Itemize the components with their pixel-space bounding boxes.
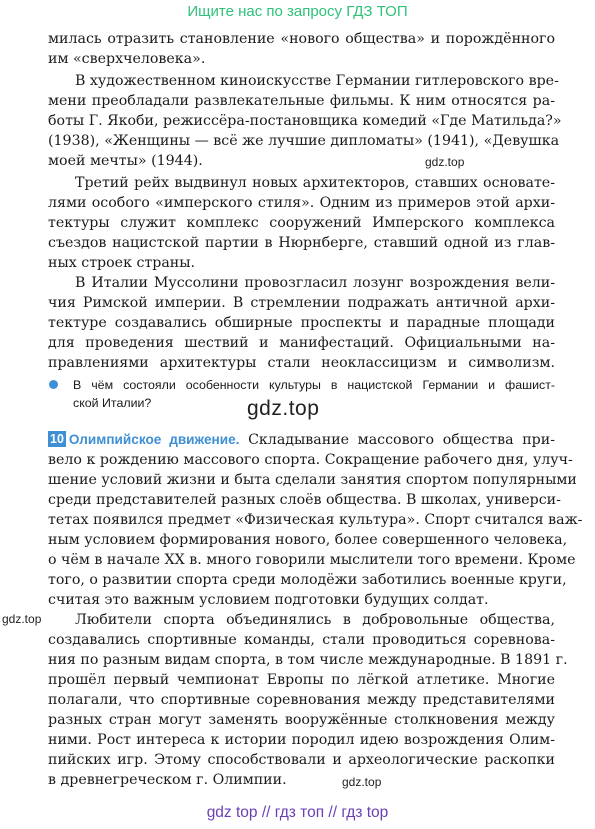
text-line: В Италии Муссолини провозгласил лозунг возрождения вели- bbox=[75, 275, 555, 291]
text-line: правлениями архитектуры стали неоклассицизм и символизм. bbox=[48, 355, 555, 371]
text-line: ния по разным видам спорта, в том числе международные. В 1891 г. bbox=[48, 652, 568, 668]
section-number: 10 bbox=[50, 432, 64, 446]
text-line: боты Г. Якоби, режиссёра-постановщика комедий «Где Матильда?» bbox=[48, 113, 562, 129]
text-line: пийских игр. Этому способствовали и археологические раскопки bbox=[48, 752, 555, 768]
text-line: вело к рождению массового спорта. Сокращение рабочего дня, улуч- bbox=[48, 452, 573, 468]
text-line: считая это важным условием подготовки будущих солдат. bbox=[48, 592, 489, 608]
text-line: мени преобладали развлекательные фильмы. К ним относятся ра- bbox=[48, 93, 555, 109]
question-text: ской Италии? bbox=[73, 396, 152, 410]
text-line: чия Римской империи. В стремлении подражать античной архи- bbox=[48, 295, 555, 311]
question-bullet-icon bbox=[49, 380, 58, 389]
text-line: тектуры служит комплекс сооружений Имперского комплекса bbox=[48, 215, 555, 231]
watermark: gdz.top bbox=[247, 397, 320, 420]
text-line: тетах появился предмет «Физическая культура». Спорт считался важ- bbox=[48, 512, 583, 528]
question-text: В чём состояли особенности культуры в нацистской Германии и фашист- bbox=[73, 378, 555, 392]
text-line: ным условием формирования нового, более совершенного человека, bbox=[48, 532, 568, 548]
text-line: съездов нацистской партии в Нюрнберге, ставший одной из глав- bbox=[48, 235, 555, 251]
text-line: среди представителей разных слоёв общества. В школах, универси- bbox=[48, 492, 561, 508]
text-line: тектуре создавались обширные проспекты и парадные площади bbox=[48, 315, 555, 331]
watermark: gdz.top bbox=[342, 775, 382, 789]
text-line: Любители спорта объединялись в добровольные общества, bbox=[75, 612, 555, 628]
text-line: создавались спортивные команды, стали проводиться соревнова- bbox=[48, 632, 555, 648]
watermark: gdz.top bbox=[2, 612, 42, 626]
section-title: Олимпийское движение. bbox=[68, 432, 240, 447]
text-line: (1938), «Женщины — всё же лучшие дипломаты» (1941), «Девушка bbox=[48, 133, 560, 149]
text-line: в древнегреческом г. Олимпии. bbox=[48, 772, 287, 788]
text-line: моей мечты» (1944). bbox=[48, 153, 203, 169]
text-line: В художественном киноискусстве Германии гитлеровского вре- bbox=[75, 73, 559, 89]
text-line: о чём в начале XX в. много говорили мыслители того времени. Кроме bbox=[48, 552, 576, 568]
text-line: лями особого «имперского стиля». Одним из примеров этой архи- bbox=[48, 195, 555, 211]
text-line: милась отразить становление «нового общества» и порождённого bbox=[48, 31, 555, 47]
text-line: им «сверхчеловека». bbox=[48, 51, 206, 67]
text-line: шение условий жизни и быта сделали занятия спортом популярными bbox=[48, 472, 577, 488]
text-line: ных строек страны. bbox=[48, 255, 196, 271]
watermark: gdz.top bbox=[425, 155, 465, 169]
text-line: Третий рейх выдвинул новых архитекторов, ставших основате- bbox=[75, 175, 555, 191]
text-line: разных стран могут заменять вооружённые столкновения между bbox=[48, 712, 555, 728]
text-line: ними. Рост интереса к истории породил идею возрождения Олим- bbox=[48, 732, 555, 748]
text-line: прошёл первый чемпионат Европы по лёгкой атлетике. Многие bbox=[48, 672, 555, 688]
promo-banner: Ищите нас по запросу ГДЗ ТОП bbox=[187, 3, 408, 20]
text-line: того, о развитии спорта среди молодёжи заботились военные круги, bbox=[48, 572, 567, 588]
text-line: для проведения шествий и манифестаций. Официальными на- bbox=[48, 335, 555, 351]
text-line: полагали, что спортивные соревнования между представителями bbox=[48, 692, 555, 708]
footer-watermark: gdz top // гдз топ // гдз top bbox=[206, 804, 389, 821]
section-heading-line bbox=[48, 430, 555, 450]
text-line: Складывание массового общества при- bbox=[248, 432, 555, 448]
